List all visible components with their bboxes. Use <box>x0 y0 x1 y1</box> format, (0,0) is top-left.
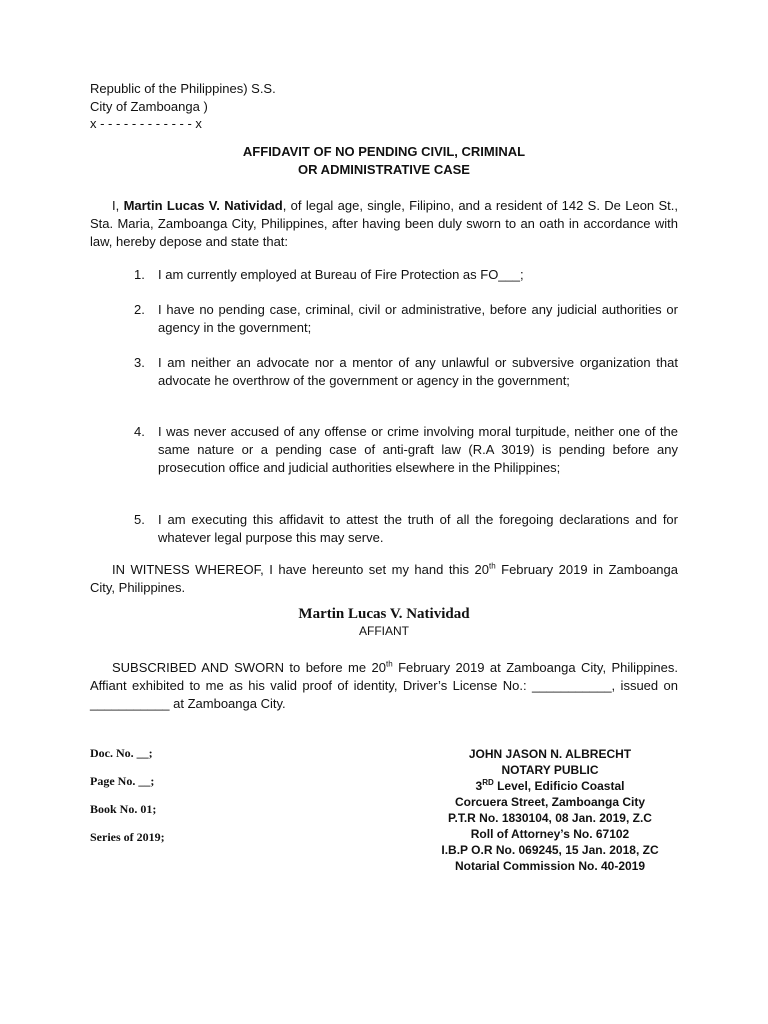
notary-ibp: I.B.P O.R No. 069245, 15 Jan. 2018, ZC <box>441 843 659 857</box>
witness-sup: th <box>488 561 496 571</box>
statement-number: 1. <box>134 267 145 282</box>
statement-text: I have no pending case, criminal, civil or administrative, before any judicial authorities or agency in the government; <box>158 302 678 335</box>
series-no: Series of 2019; <box>90 830 165 844</box>
intro-affiant-name: Martin Lucas V. Natividad <box>123 198 283 213</box>
notary-roll: Roll of Attorney’s No. 67102 <box>470 827 630 841</box>
venue-separator: x - - - - - - - - - - - - x <box>90 116 202 131</box>
subscribed-paragraph <box>90 659 678 713</box>
intro-pre: I, <box>112 198 124 213</box>
book-no: Book No. 01; <box>90 802 157 816</box>
statement-text: I am executing this affidavit to attest the truth of all the foregoing declarations and for whatever legal purpose this may serve. <box>158 512 678 545</box>
notary-commission: Notarial Commission No. 40-2019 <box>454 859 646 873</box>
intro-paragraph <box>90 197 678 251</box>
statement-text: I am neither an advocate nor a mentor of any unlawful or subversive organization that advocate he overthrow of the government or agency in the government; <box>158 355 678 388</box>
notary-ptr: P.T.R No. 1830104, 08 Jan. 2019, Z.C <box>448 811 652 825</box>
witness-pre: IN WITNESS WHEREOF, I have hereunto set my hand this 20 <box>112 562 489 577</box>
statement-text: I am currently employed at Bureau of Fire Protection as FO___; <box>158 267 524 282</box>
witness-paragraph <box>90 561 678 597</box>
venue-line-republic: Republic of the Philippines) S.S. <box>90 81 276 96</box>
notary-name: JOHN JASON N. ALBRECHT <box>468 747 632 761</box>
notary-address-1-post: Level, Edificio Coastal <box>493 779 625 793</box>
title-line-1: AFFIDAVIT OF NO PENDING CIVIL, CRIMINAL <box>242 144 526 159</box>
subscribed-pre: SUBSCRIBED AND SWORN to before me 20 <box>112 660 386 675</box>
venue-line-city: City of Zamboanga ) <box>90 98 208 114</box>
notary-address-1-sup: RD <box>482 778 494 787</box>
notary-address-1-pre: 3 <box>475 779 483 793</box>
venue-header <box>90 80 276 133</box>
document-title <box>0 143 768 179</box>
notary-address-2: Corcuera Street, Zamboanga City <box>454 795 646 809</box>
subscribed-post: February 2019 at Zamboanga City, Philippines. Affiant exhibited to me as his valid proof of identity, Driver’s License No.: ___________, issued on ___________ at Zamboanga City. <box>90 660 678 711</box>
title-line-2: OR ADMINISTRATIVE CASE <box>298 162 470 177</box>
statement-number: 5. <box>134 512 145 527</box>
notary-address-1 <box>410 778 690 794</box>
subscribed-sup: th <box>385 659 393 669</box>
witness-post: February 2019 in Zamboanga City, Philippines. <box>90 562 678 595</box>
notary-block <box>410 746 690 874</box>
doc-no: Doc. No. __; <box>90 746 153 760</box>
notary-title: NOTARY PUBLIC <box>501 763 599 777</box>
statement-number: 2. <box>134 302 145 317</box>
statement-number: 4. <box>134 424 145 439</box>
intro-post: , of legal age, single, Filipino, and a resident of 142 S. De Leon St., Sta. Maria, Zamboanga City, Philippines, after having been duly sworn to an oath in accordance with law, hereby depose and state that: <box>90 198 678 249</box>
statement-number: 3. <box>134 355 145 370</box>
affiant-name: Martin Lucas V. Natividad <box>298 606 470 622</box>
statement-text: I was never accused of any offense or crime involving moral turpitude, neither one of the same nature or a pending case of anti-graft law (R.A 3019) is pending before any prosecution office and judicial authorities elsewhere in the Philippines; <box>158 424 678 475</box>
page-no: Page No. __; <box>90 774 155 788</box>
affiant-label: AFFIANT <box>359 624 409 638</box>
